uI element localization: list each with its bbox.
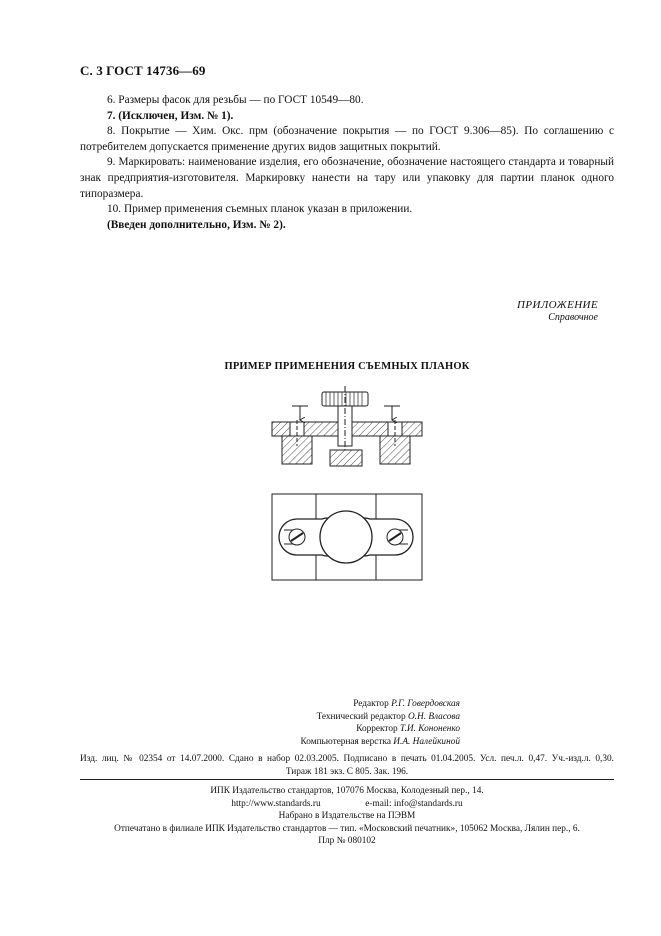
imprint-line-1: Изд. лиц. № 02354 от 14.07.2000. Сдано в набор 02.03.2005. Подписано в печать 01.04.2005. Усл. печ.л. 0,47. Уч.-изд.л. 0,30. (80, 754, 614, 764)
publisher-email: e-mail: info@standards.ru (365, 798, 463, 809)
credit-tech-editor: Технический редактор О.Н. Власова (316, 711, 460, 722)
imprint-line-2: Тираж 181 экз. С 805. Зак. 196. (285, 766, 409, 777)
plan-view (272, 494, 422, 580)
paragraph-9: 9. Маркировать: наименование изделия, его обозначение, обозначение настоящего стандарта и товарный знак предприятия-изготовителя. Маркировку нанести на тару или упаковку для партии планок одного типоразмера. (80, 156, 614, 200)
publisher-url: http://www.standards.ru (231, 798, 321, 809)
appendix-label: ПРИЛОЖЕНИЕ (517, 299, 598, 311)
publisher-line-3: Набрано в Издательстве на ПЭВМ (278, 811, 416, 822)
credit-corrector: Корректор Т.И. Кононенко (356, 724, 460, 735)
paragraph-7: 7. (Исключен, Изм. № 1). (107, 109, 234, 122)
publisher-line-1: ИПК Издательство стандартов, 107076 Москва, Колодезный пер., 14. (210, 786, 484, 796)
figure-title: ПРИМЕР ПРИМЕНЕНИЯ СЪЕМНЫХ ПЛАНОК (224, 361, 470, 372)
paragraph-8: 8. Покрытие — Хим. Окс. прм (обозначение покрытия — по ГОСТ 9.306—85). По соглашению с потребителем допускается применение других видов защитных покрытий. (80, 125, 614, 153)
page-header: С. 3 ГОСТ 14736—69 (80, 63, 206, 78)
technical-drawing (262, 384, 432, 584)
publisher-line-4: Отпечатано в филиале ИПК Издательство стандартов — тип. «Московский печатник», 105062 Москва, Лялин пер., 6. (114, 823, 580, 834)
body-text (80, 93, 614, 233)
publisher-line-5: Плр № 080102 (318, 836, 376, 847)
credit-layout: Компьютерная верстка И.А. Налейкиной (300, 736, 460, 747)
appendix-sublabel: Справочное (548, 312, 598, 323)
publisher-line-2 (80, 798, 614, 811)
appendix-label-block (430, 299, 598, 323)
paragraph-6: 6. Размеры фасок для резьбы — по ГОСТ 10549—80. (107, 94, 364, 106)
credit-editor: Редактор Р.Г. Говердовская (353, 699, 460, 709)
paragraph-10: 10. Пример применения съемных планок указан в приложении. (107, 203, 413, 216)
imprint-block (80, 753, 614, 778)
section-view (272, 386, 422, 466)
divider-rule (80, 779, 614, 780)
credits-block (200, 698, 460, 748)
publisher-block (80, 785, 614, 848)
paragraph-10-note: (Введен дополнительно, Изм. № 2). (107, 218, 286, 231)
